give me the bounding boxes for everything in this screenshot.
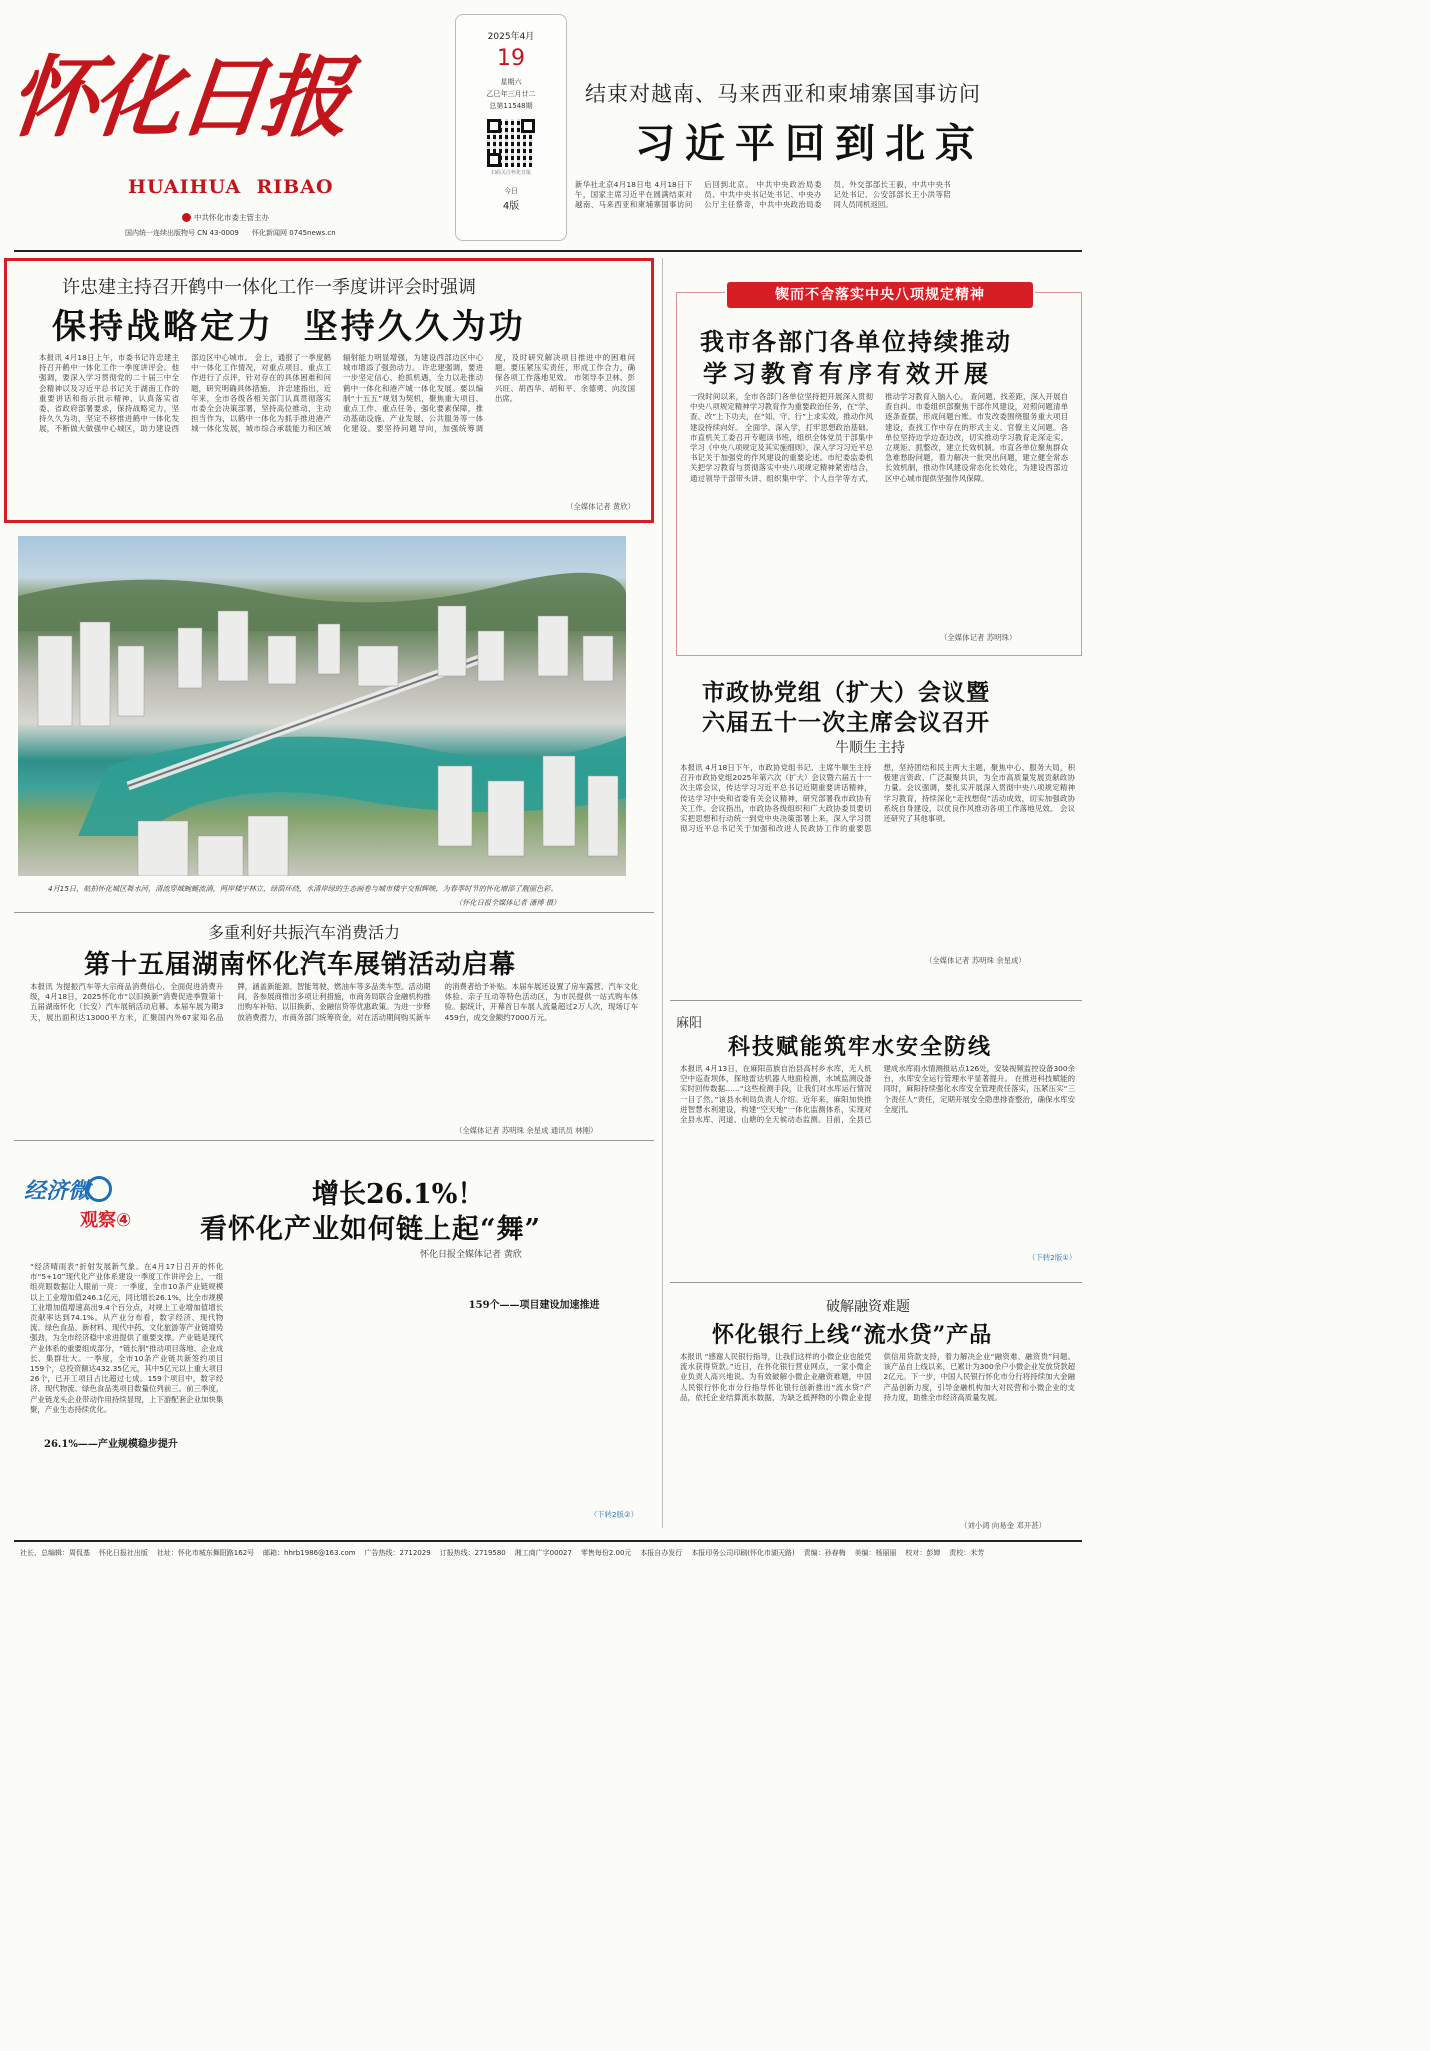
story1-body: 本报讯 4月18日上午，市委书记许忠建主持召开鹤中一体化工作一季度讲评会。他强调，要深入学习贯彻党的二十届三中全会精神以及习近平总书记关于湖南工作的重要讲话和指示批示精神，认真落实省委、省政府部署要求，保持战略定力，坚持久久为功，坚定不移推进鹤中一体化发展，不断做大做强中心城区，助力建设西部边区中心城市。 会上，通报了一季度鹤中一体化工作情况，对重点项目、重点工作进行了点评，针对存在的具体困难和问题，研究明确具体措施。 许忠建指出，近年来，全市各级各相关部门认真贯彻落实市委全会决策部署，坚持高位推动、主动担当作为，以鹤中一体化为抓手推进港产城一体化发展，城市综合承载能力和区域辐射能力明显增强，为建设西部边区中心城市增添了强劲动力。 许忠建强调，要进一步坚定信心、抢抓机遇，全力以赴推动鹤中一体化和港产城一体化发展。要以编制“十五五”规划为契机，聚焦重大项目、重点工作、重点任务，强化要素保障，推动基础设施、产业发展、公共服务等一体化建设。要坚持问题导向，加强统筹调度，及时研究解决项目推进中的困难问题。要压紧压实责任，形成工作合力，确保各项工作落地见效。 市领导李卫林、彭兴旺、胡西华、胡和平、余德勇、向汝国出席。 [39, 353, 635, 434]
photo-credit: （怀化日报全媒体记者 潘博 摄） [455, 898, 561, 907]
story3-body-col1: “经济晴雨表”折射发展新气象。在4月17日召开的怀化市“5+10”现代化产业体系建设一季度工作讲评会上，一组组亮眼数据让人眼前一亮：一季度，全市10条产业链规模以上工业增加值246.1亿元，同比增长26.1%，比全市规模工业增加值增速高出9.4个百分点，对规上工业增加值增长贡献率达到74.1%。从产业分布看，数字经济、现代物流、绿色食品、新材料、现代中药、文化旅游等产业链增势强劲，为全市经济稳中求进提供了重要支撑。产业链是现代产业体系的重要组成部分，“链长制”推动项目落地、企业成长、集群壮大。一季度，全市10条产业链共新签约项目159个，总投资额达432.35亿元，其中5亿元以上重大项目26个，已开工项目占比超过七成。159个项目中，数字经济、现代物流、绿色食品类项目数量位列前三。前三季度，产业链龙头企业带动作用持续显现，上下游配套企业加快集聚，产业生态持续优化。 [30, 1262, 224, 1414]
story1-byline: （全媒体记者 黄欣） [566, 502, 635, 511]
lead-body: 新华社北京4月18日电 4月18日下午，国家主席习近平在圆满结束对越南、马来西亚和柬埔寨国事访问后回到北京。 中共中央政治局委员、中共中央书记处书记、中央办公厅主任蔡奇，中共中央政治局委员、外交部部长王毅，中共中央书记处书记、公安部部长王小洪等陪同人员同机返回。 [575, 180, 951, 210]
right3-continued[interactable]: （下转2版①） [1028, 1253, 1077, 1262]
city-river-photo[interactable] [18, 536, 626, 876]
logo-pinyin: HUAIHUA RIBAO [128, 176, 334, 198]
lunar-date: 乙巳年三月廿二 [486, 90, 536, 98]
story3-body-col3a [445, 1262, 638, 1292]
story3-subhead-a: 26.1%——产业规模稳步提升 [44, 1438, 178, 1450]
story3-continued[interactable]: （下转2版②） [589, 1510, 638, 1519]
photo-caption: 4月15日，航拍怀化城区舞水河，清流穿城蜿蜒流淌，两岸楼宇林立，绿荫环绕，水清岸绿的生态画卷与城市楼宇交相辉映，为春季时节的怀化增添了靓丽色彩。 [48, 884, 558, 893]
section-banner [727, 282, 1033, 308]
column-badge-top: 经济微 [24, 1179, 91, 1204]
right3-body: 本报讯 4月13日，在麻阳苗族自治县高村乡水库，无人机空中巡查坝体，探地雷达机器人地面检测，水域监测设备实时回传数据……“这些检测手段，让我们对水库运行情况一目了然。”该县水利局负责人介绍。近年来，麻阳加快推进智慧水利建设，构建“空天地”一体化监测体系，实现对全县水库、河道、山塘的全天候动态监测。目前，全县已建成水库雨水情测报站点126处，安装视频监控设备300余台，水库安全运行管理水平显著提升。 在推进科技赋能的同时，麻阳持续强化水库安全管理责任落实，压紧压实“三个责任人”责任，定期开展安全隐患排查整治，确保水库安全度汛。 [680, 1064, 1075, 1125]
qr-code[interactable] [487, 119, 535, 167]
story2-body: 本报讯 为提振汽车等大宗商品消费信心，全面促进消费升级，4月18日，2025怀化市“以旧换新”消费促进季暨第十五届湖南怀化（长安）汽车展销活动启幕。本届车展为期3天，展出面积达13000平方米，汇聚国内外67家知名品牌，涵盖新能源、智能驾驶、燃油车等多品类车型。活动期间，各参展商推出多项让利措施，市商务局联合金融机构推出购车补贴、以旧换新、金融信贷等优惠政策。为进一步释放消费潜力，市商务部门统筹资金，对在活动期间购买新车的消费者给予补贴。本届车展还设置了房车露营、汽车文化体验、亲子互动等特色活动区，为市民提供一站式购车体验。据统计，开幕首日车展人流量超过2万人次，现场订车459台，成交金额约7000万元。 [30, 982, 638, 1022]
right1-headline-line1[interactable]: 我市各部门各单位持续推动 [700, 327, 1012, 356]
section-banner-text: 锲而不舍落实中央八项规定精神 [775, 287, 985, 303]
story2-headline[interactable]: 第十五届湖南怀化汽车展销活动启幕 [84, 950, 517, 980]
logo [4, 22, 355, 172]
date-year-month: 2025年4月 [487, 32, 535, 42]
story2-byline: （全媒体记者 苏明珠 余星成 通讯员 林刚） [455, 1126, 598, 1135]
cn-number: 国内统一连续出版物号 CN 43-0009 [125, 229, 239, 237]
story3-byline: 怀化日报全媒体记者 黄欣 [420, 1250, 522, 1260]
party-emblem-icon [182, 213, 191, 222]
right2-subhead: 牛顺生主持 [835, 740, 905, 756]
right3-headline[interactable]: 科技赋能筑牢水安全防线 [728, 1034, 993, 1060]
lead-headline[interactable]: 习近平回到北京 [635, 120, 985, 167]
date-day: 19 [497, 46, 525, 71]
story2-kicker: 多重利好共振汽车消费活力 [208, 923, 401, 942]
right4-byline: （刘小鸿 向易金 邓开甚） [960, 1521, 1046, 1530]
right2-body: 本报讯 4月18日下午，市政协党组书记、主席牛顺生主持召开市政协党组2025年第六次（扩大）会议暨六届五十一次主席会议，传达学习习近平总书记近期重要讲话精神，传达学习中央和省委有关会议精神，研究部署我市政协有关工作。会议指出，市政协各级组织和广大政协委员要切实把思想和行动统一到党中央决策部署上来，深入学习贯彻习近平总书记关于加强和改进人民政协工作的重要思想，坚持团结和民主两大主题，聚焦中心、服务大局，积极建言资政、广泛凝聚共识，为全市高质量发展贡献政协力量。会议强调，要扎实开展深入贯彻中央八项规定精神学习教育，持续深化“走找想促”活动成效，切实加强政协系统自身建设，以优良作风推动各项工作落地见效。 会议还研究了其他事项。 [680, 763, 1075, 834]
story3-body-col2 [237, 1262, 430, 1520]
right1-body: 一段时间以来，全市各部门各单位坚持把开展深入贯彻中央八项规定精神学习教育作为重要政治任务，在“学、查、改”上下功夫，在“知、守、行”上求实效，推动作风建设持续向好。 全面学、深入学，打牢思想政治基础。市直机关工委召开专题读书班，组织全体党员干部集中学习《中央八项规定及其实施细则》，深入学习习近平总书记关于加强党的作风建设的重要论述。市纪委监委机关把学习教育与贯彻落实中央八项规定精神紧密结合，通过领导干部带头讲、组织集中学、个人自学等方式，推动学习教育入脑入心。 查问题、找差距，深入开展自查自纠。市委组织部聚焦干部作风建设，对照问题清单逐条查摆，形成问题台账。市发改委围绕服务重大项目建设，查找工作中存在的形式主义、官僚主义问题。各单位坚持边学边查边改，切实推动学习教育走深走实。 立规矩、抓整改，建立长效机制。市直各单位聚焦群众急难愁盼问题，着力解决一批突出问题，建立健全常态长效机制，推动作风建设常态化长效化，为建设西部边区中心城市提供坚强作风保障。 [690, 392, 1068, 483]
right3-divider [670, 1282, 1082, 1283]
today-label: 今日 [504, 187, 518, 195]
right2-headline-line1[interactable]: 市政协党组（扩大）会议暨 [702, 679, 990, 706]
magnifier-icon [86, 1176, 112, 1202]
story3-headline-line1[interactable]: 增长26.1%！ [312, 1179, 485, 1210]
right2-divider [670, 1000, 1082, 1001]
date-box [455, 14, 567, 241]
masthead [0, 0, 1095, 252]
qr-caption: 扫码关注怀化日报 [490, 170, 531, 176]
logo-text: 怀化日报 [4, 45, 352, 149]
issue-number: 总第11548期 [489, 102, 533, 110]
footer-imprint: 社长、总编辑：周侃基 怀化日报社出版 社址：怀化市城东舞阳路162号 邮箱：hhrb1986@163.com 广告热线：2712029 订报热线：2719580 湘工商广字00027 零售每份2.00元 本报自办发行 本报印务公司印刷(怀化市湖天路) 责编：孙春梅 美编：杨丽丽 校对：彭婵 责校：米芳 [20, 1549, 985, 1557]
right1-headline-line2[interactable]: 学习教育有序有效开展 [703, 359, 993, 388]
page-count: 4版 [502, 201, 520, 212]
story3-columns [30, 1262, 638, 1520]
story2-divider [14, 1140, 654, 1141]
story1-kicker: 许忠建主持召开鹤中一体化工作一季度讲评会时强调 [62, 277, 476, 298]
story3-body-col3b [445, 1315, 638, 1505]
right4-headline[interactable]: 怀化银行上线“流水贷”产品 [712, 1322, 993, 1348]
right4-kicker: 破解融资难题 [826, 1299, 910, 1315]
story1-headline[interactable]: 保持战略定力 坚持久久为功 [52, 307, 526, 347]
story3-headline-line2[interactable]: 看怀化产业如何链上起“舞” [200, 1214, 542, 1245]
story3-body-col1b [30, 1454, 223, 1520]
column-badge-bottom: 观察④ [80, 1210, 132, 1231]
column-badge [22, 1172, 150, 1244]
right2-headline-line2[interactable]: 六届五十一次主席会议召开 [702, 709, 990, 736]
right4-body: 本报讯 “感谢人民银行指导，让我们这样的小微企业也能凭流水获得贷款。”近日，在怀化银行营业网点，一家小微企业负责人高兴地说。为有效破解小微企业融资难题，中国人民银行怀化市分行指导怀化银行创新推出“流水贷”产品，依托企业结算流水数据，为缺乏抵押物的小微企业提供信用贷款支持，着力解决企业“融资难、融资贵”问题。该产品自上线以来，已累计为300余户小微企业发放贷款超2亿元。下一步，中国人民银行怀化市分行将持续加大金融产品创新力度，引导金融机构加大对民营和小微企业的支持力度，助推全市经济高质量发展。 [680, 1352, 1075, 1402]
right-column-rule [662, 258, 663, 1528]
lead-kicker: 结束对越南、马来西亚和柬埔寨国事访问 [585, 82, 981, 106]
right1-byline: （全媒体记者 苏明珠） [940, 633, 1017, 642]
story-box-1 [4, 258, 654, 523]
story3-subhead-b: 159个——项目建设加速推进 [468, 1300, 600, 1311]
photo-illustration [18, 536, 626, 876]
masthead-divider [14, 250, 1082, 252]
right3-location: 麻阳 [676, 1016, 703, 1031]
right2-byline: （全媒体记者 苏明珠 余星成） [925, 956, 1026, 965]
footer-rule [14, 1540, 1082, 1542]
weekday: 星期六 [500, 78, 522, 86]
publisher-line: 中共怀化市委主管主办 [182, 212, 269, 223]
website: 怀化新闻网 0745news.cn [252, 229, 336, 237]
photo-divider [14, 912, 654, 913]
